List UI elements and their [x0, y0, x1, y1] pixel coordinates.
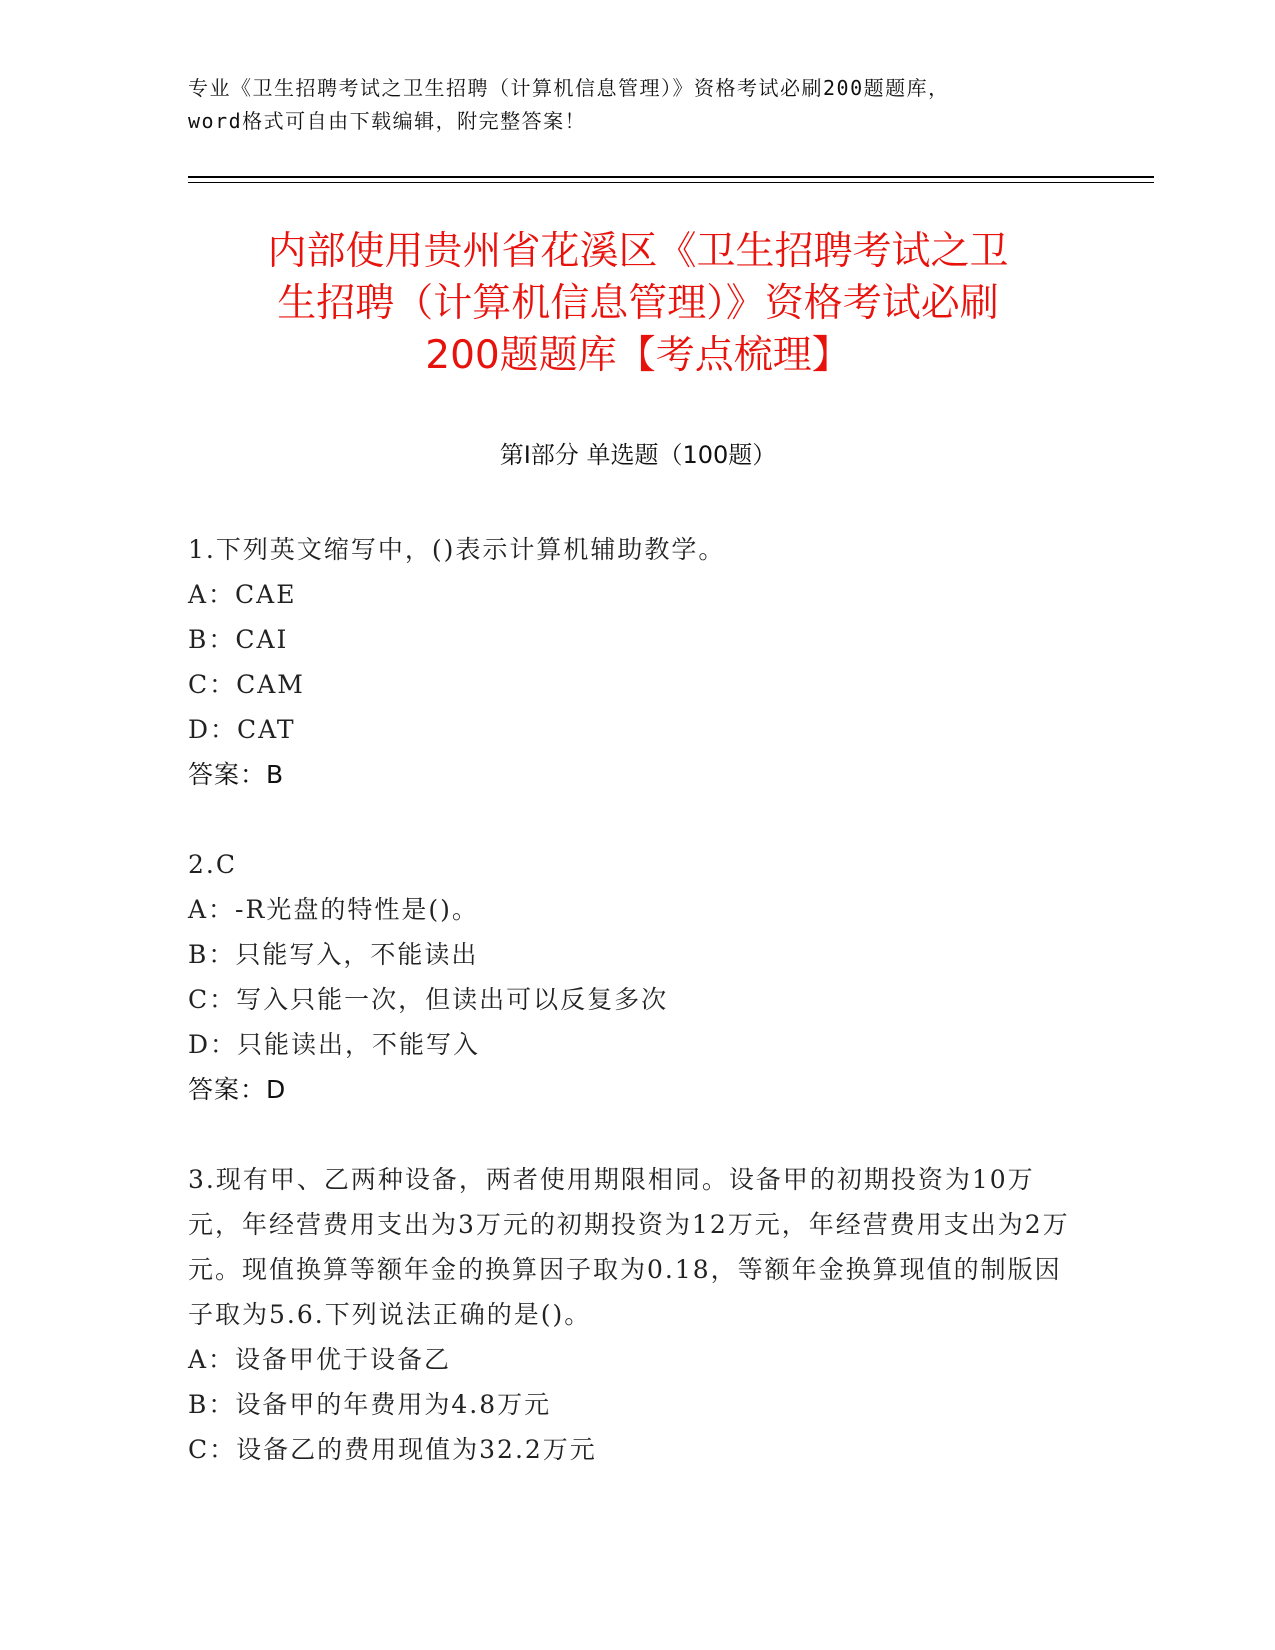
answer-line: 答案：B	[188, 760, 285, 789]
option-d: D：CAT	[188, 715, 296, 744]
option-a: A：设备甲优于设备乙	[188, 1345, 452, 1374]
question-stem: 1.下列英文缩写中，()表示计算机辅助教学。	[188, 535, 726, 564]
document-title-line-3: 200题题库【考点梳理】	[425, 333, 851, 378]
section-heading: 第Ⅰ部分 单选题（100题）	[499, 441, 777, 469]
header-rule-thick	[188, 176, 1154, 178]
option-d: D：只能读出，不能写入	[188, 1030, 481, 1059]
header-note-line-1: 专业《卫生招聘考试之卫生招聘（计算机信息管理）》资格考试必刷200题题库，	[188, 76, 950, 100]
option-b: B：CAI	[188, 625, 289, 654]
option-a: A：-R光盘的特性是()。	[188, 895, 479, 924]
option-c: C：CAM	[188, 670, 305, 699]
option-b: B：设备甲的年费用为4.8万元	[188, 1390, 552, 1419]
header-rule-thin	[188, 182, 1154, 183]
question-1	[188, 527, 1088, 797]
document-title-line-1: 内部使用贵州省花溪区《卫生招聘考试之卫	[267, 229, 1009, 274]
question-stem: 3.现有甲、乙两种设备，两者使用期限相同。设备甲的初期投资为10万元，年经营费用支出为3万元的初期投资为12万元，年经营费用支出为2万元。现值换算等额年金的换算因子取为0.18，等额年金换算现值的制版因子取为5.6.下列说法正确的是()。	[188, 1165, 1070, 1329]
document-title-line-2: 生招聘（计算机信息管理）》资格考试必刷	[277, 281, 999, 326]
header-note	[188, 72, 1088, 138]
option-a: A：CAE	[188, 580, 297, 609]
option-b: B：只能写入，不能读出	[188, 940, 479, 969]
option-c: C：设备乙的费用现值为32.2万元	[188, 1435, 597, 1464]
answer-line: 答案：D	[188, 1075, 287, 1104]
document-title	[188, 226, 1088, 382]
question-3	[188, 1157, 1088, 1472]
option-c: C：写入只能一次，但读出可以反复多次	[188, 985, 669, 1014]
header-note-line-2: word格式可自由下载编辑，附完整答案！	[188, 109, 587, 133]
question-stem: 2.C	[188, 850, 237, 879]
question-list	[188, 527, 1088, 1517]
question-2	[188, 842, 1088, 1112]
